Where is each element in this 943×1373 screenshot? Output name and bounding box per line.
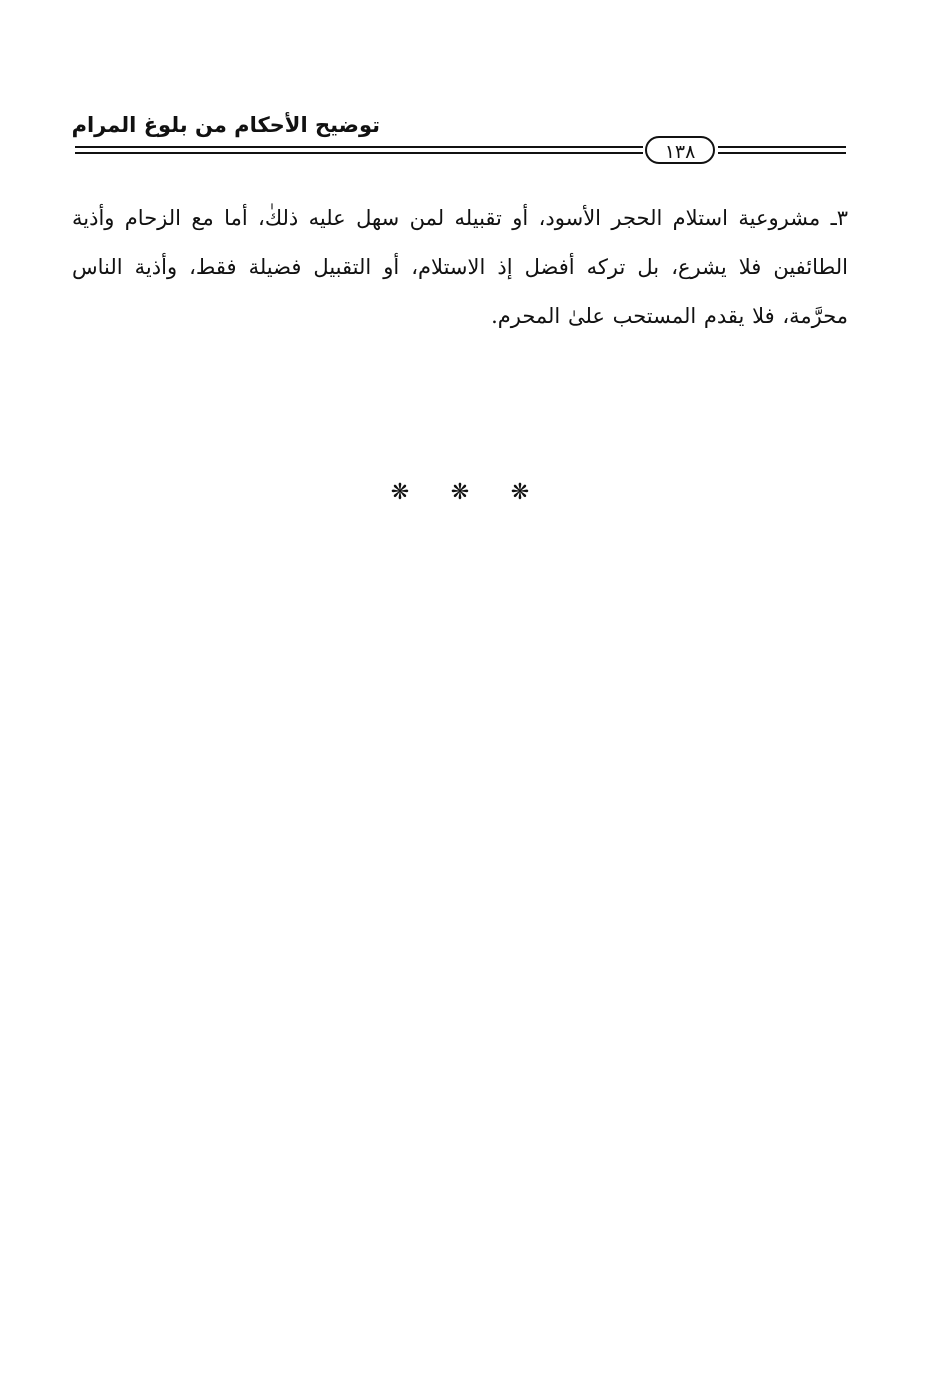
asterism-star-icon: ❋	[450, 480, 470, 505]
running-title: توضيح الأحكام من بلوغ المرام	[71, 113, 380, 137]
header-rule-right	[718, 146, 846, 154]
page-number: ١٣٨	[645, 136, 715, 164]
asterism-star-icon: ❋	[510, 480, 530, 505]
section-separator	[380, 478, 540, 508]
header-rule-left	[75, 146, 643, 154]
asterism-star-icon: ❋	[390, 480, 410, 505]
body-paragraph: ٣ـ مشروعية استلام الحجر الأسود، أو تقبيله لمن سهل عليه ذلكٰ، أما مع الزحام وأذية الطائفين فلا يشرع، بل تركه أفضل إذ الاستلام، أو التقبيل فضيلة فقط، وأذية الناس محرَّمة، فلا يقدم المستحب علىٰ المحرم.	[72, 206, 848, 328]
